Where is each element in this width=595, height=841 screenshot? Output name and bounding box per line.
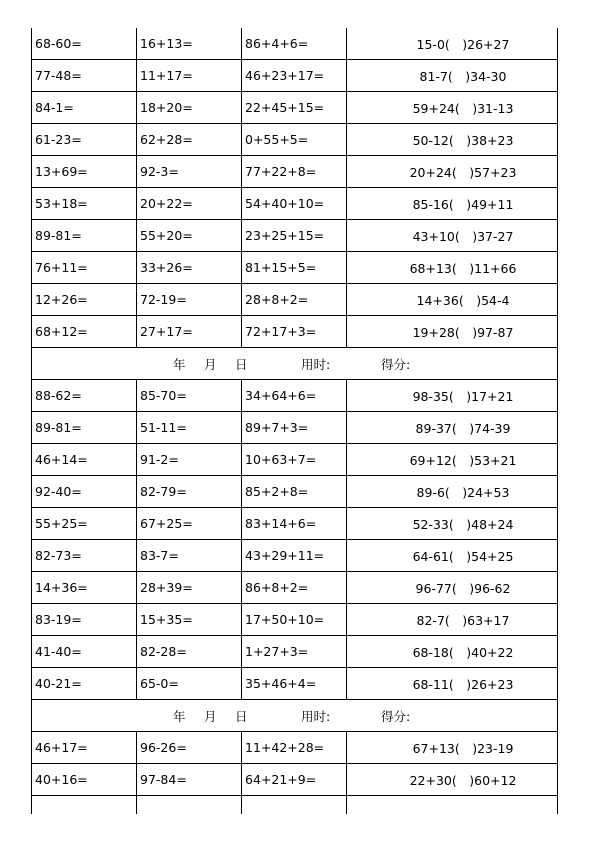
day-label: 日 [235, 357, 248, 372]
comparison-cell: 82-7( )63+17 [347, 604, 558, 636]
problem-cell: 62+28= [137, 124, 242, 156]
problem-cell: 17+50+10= [242, 604, 347, 636]
problem-row [32, 732, 558, 764]
problem-cell: 72-19= [137, 284, 242, 316]
comparison-cell: 68-11( )26+23 [347, 668, 558, 700]
problem-row [32, 604, 558, 636]
problem-cell: 68+12= [32, 316, 137, 348]
problem-cell: 96-26= [137, 732, 242, 764]
worksheet-table [31, 28, 558, 814]
comparison-cell: 85-16( )49+11 [347, 188, 558, 220]
problem-cell: 84-1= [32, 92, 137, 124]
problem-cell: 77+22+8= [242, 156, 347, 188]
problem-row [32, 412, 558, 444]
problem-cell: 89-81= [32, 220, 137, 252]
problem-cell: 85+2+8= [242, 476, 347, 508]
problem-cell: 40+16= [32, 764, 137, 796]
problem-cell: 97-84= [137, 764, 242, 796]
problem-row [32, 476, 558, 508]
problem-cell: 16+13= [137, 28, 242, 60]
problem-row [32, 28, 558, 60]
problem-cell: 51-11= [137, 412, 242, 444]
problem-row [32, 60, 558, 92]
problem-cell: 33+26= [137, 252, 242, 284]
problem-cell: 83-7= [137, 540, 242, 572]
section-header [32, 700, 558, 732]
problem-cell: 91-2= [137, 444, 242, 476]
problem-cell: 13+69= [32, 156, 137, 188]
problem-cell: 89+7+3= [242, 412, 347, 444]
problem-cell: 1+27+3= [242, 636, 347, 668]
problem-cell: 61-23= [32, 124, 137, 156]
problem-cell: 22+45+15= [242, 92, 347, 124]
problem-row [32, 156, 558, 188]
problem-cell: 92-40= [32, 476, 137, 508]
problem-cell: 41-40= [32, 636, 137, 668]
problem-cell: 28+39= [137, 572, 242, 604]
comparison-cell: 68+13( )11+66 [347, 252, 558, 284]
problem-row [32, 252, 558, 284]
section-header-row [32, 348, 558, 380]
problem-row [32, 572, 558, 604]
time-used-label: 用时: [301, 357, 331, 372]
problem-cell: 86+8+2= [242, 572, 347, 604]
problem-row [32, 508, 558, 540]
comparison-cell: 52-33( )48+24 [347, 508, 558, 540]
section-header [32, 348, 558, 380]
time-used-label: 用时: [301, 709, 331, 724]
problem-cell: 83+14+6= [242, 508, 347, 540]
comparison-cell: 20+24( )57+23 [347, 156, 558, 188]
problem-cell: 68-60= [32, 28, 137, 60]
comparison-cell: 96-77( )96-62 [347, 572, 558, 604]
problem-cell: 46+23+17= [242, 60, 347, 92]
problem-cell: 55+20= [137, 220, 242, 252]
problem-cell: 53+18= [32, 188, 137, 220]
comparison-cell: 14+36( )54-4 [347, 284, 558, 316]
problem-cell [32, 796, 137, 815]
comparison-cell: 50-12( )38+23 [347, 124, 558, 156]
problem-cell: 89-81= [32, 412, 137, 444]
problem-row [32, 92, 558, 124]
comparison-cell: 98-35( )17+21 [347, 380, 558, 412]
problem-cell: 18+20= [137, 92, 242, 124]
problem-cell: 46+14= [32, 444, 137, 476]
problem-cell: 14+36= [32, 572, 137, 604]
problem-cell: 82-73= [32, 540, 137, 572]
problem-row [32, 764, 558, 796]
section-header-row [32, 700, 558, 732]
problem-cell: 86+4+6= [242, 28, 347, 60]
day-label: 日 [235, 709, 248, 724]
problem-cell: 28+8+2= [242, 284, 347, 316]
problem-cell: 55+25= [32, 508, 137, 540]
year-label: 年 [173, 357, 186, 372]
score-label: 得分: [381, 709, 411, 724]
problem-cell: 20+22= [137, 188, 242, 220]
problem-cell: 82-79= [137, 476, 242, 508]
problem-cell: 54+40+10= [242, 188, 347, 220]
problem-row [32, 668, 558, 700]
comparison-cell [347, 796, 558, 815]
problem-cell: 65-0= [137, 668, 242, 700]
problem-cell: 82-28= [137, 636, 242, 668]
problem-row [32, 636, 558, 668]
problem-cell: 27+17= [137, 316, 242, 348]
comparison-cell: 43+10( )37-27 [347, 220, 558, 252]
problem-row [32, 284, 558, 316]
comparison-cell: 89-37( )74-39 [347, 412, 558, 444]
problem-row [32, 380, 558, 412]
problem-cell [242, 796, 347, 815]
problem-row [32, 796, 558, 815]
problem-row [32, 540, 558, 572]
problem-cell: 67+25= [137, 508, 242, 540]
comparison-cell: 64-61( )54+25 [347, 540, 558, 572]
problem-cell: 46+17= [32, 732, 137, 764]
problem-cell: 77-48= [32, 60, 137, 92]
problem-cell: 81+15+5= [242, 252, 347, 284]
year-label: 年 [173, 709, 186, 724]
comparison-cell: 89-6( )24+53 [347, 476, 558, 508]
problem-cell: 76+11= [32, 252, 137, 284]
comparison-cell: 81-7( )34-30 [347, 60, 558, 92]
comparison-cell: 69+12( )53+21 [347, 444, 558, 476]
problem-row [32, 188, 558, 220]
problem-cell: 72+17+3= [242, 316, 347, 348]
problem-cell [137, 796, 242, 815]
problem-cell: 11+17= [137, 60, 242, 92]
problem-cell: 11+42+28= [242, 732, 347, 764]
comparison-cell: 67+13( )23-19 [347, 732, 558, 764]
problem-cell: 43+29+11= [242, 540, 347, 572]
comparison-cell: 19+28( )97-87 [347, 316, 558, 348]
problem-cell: 83-19= [32, 604, 137, 636]
problem-row [32, 124, 558, 156]
problem-cell: 35+46+4= [242, 668, 347, 700]
problem-cell: 23+25+15= [242, 220, 347, 252]
comparison-cell: 59+24( )31-13 [347, 92, 558, 124]
problem-cell: 0+55+5= [242, 124, 347, 156]
problem-cell: 88-62= [32, 380, 137, 412]
problem-cell: 12+26= [32, 284, 137, 316]
problem-row [32, 220, 558, 252]
problem-cell: 10+63+7= [242, 444, 347, 476]
comparison-cell: 22+30( )60+12 [347, 764, 558, 796]
comparison-cell: 68-18( )40+22 [347, 636, 558, 668]
month-label: 月 [204, 709, 217, 724]
problem-row [32, 316, 558, 348]
problem-cell: 15+35= [137, 604, 242, 636]
problem-cell: 64+21+9= [242, 764, 347, 796]
problem-cell: 34+64+6= [242, 380, 347, 412]
score-label: 得分: [381, 357, 411, 372]
month-label: 月 [204, 357, 217, 372]
problem-row [32, 444, 558, 476]
problem-cell: 92-3= [137, 156, 242, 188]
problem-cell: 85-70= [137, 380, 242, 412]
comparison-cell: 15-0( )26+27 [347, 28, 558, 60]
problem-cell: 40-21= [32, 668, 137, 700]
